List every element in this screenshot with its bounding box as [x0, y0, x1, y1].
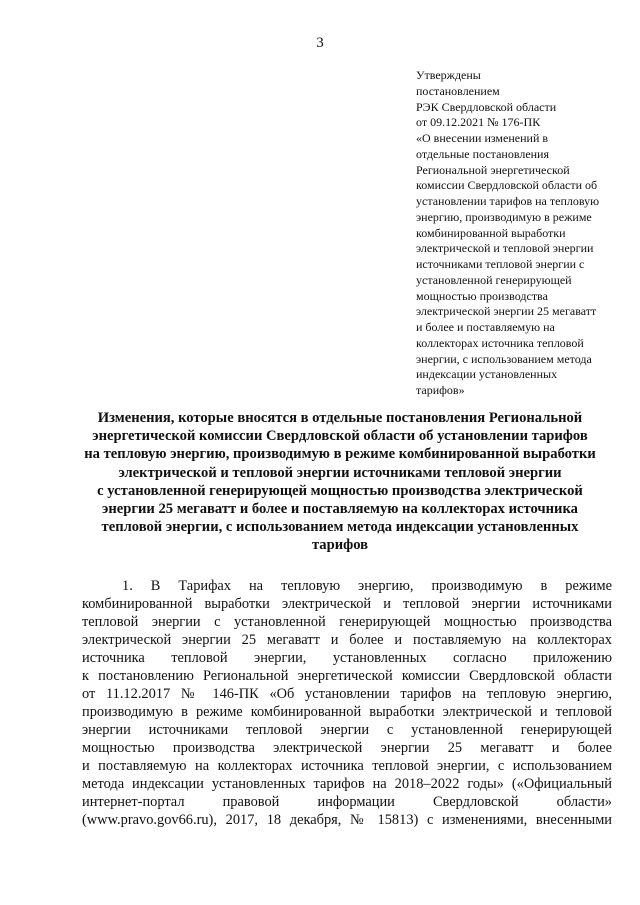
approval-line: «О внесении изменений в — [416, 131, 549, 145]
approval-line: от 09.12.2021 № 176-ПК — [416, 115, 541, 130]
approval-line: Утверждены — [416, 68, 481, 82]
approval-line: электрической энергии 25 мегаватт — [416, 304, 597, 319]
paragraph-1 — [82, 577, 612, 829]
paragraph-line: 1. В Тарифах на тепловую энергию, производимую в режиме — [122, 578, 612, 594]
approval-line: энергии, с использованием метода — [416, 351, 592, 366]
approval-line: и более и поставляемую на — [416, 320, 555, 334]
paragraph-line: мощностью производства электрической энергии 25 мегаватт и более — [82, 740, 612, 756]
title-line: электрической и тепловой энергии источниками тепловой энергии — [118, 464, 562, 481]
title-line: Изменения, которые вносятся в отдельные постановления Региональной — [97, 410, 583, 426]
approval-line: РЭК Свердловской области — [416, 99, 557, 114]
paragraph-line: метода индексации установленных тарифов на 2018–2022 годы» («Официальный — [82, 776, 612, 792]
approval-line: комиссии Свердловской области об — [416, 178, 598, 193]
paragraph-line: (www.pravo.gov66.ru), 2017, 18 декабря, № 15813) с изменениями, внесенными — [82, 812, 612, 828]
approval-line: индексации установленных — [416, 367, 558, 382]
paragraph-line: тепловой энергии с установленной генерирующей мощностью производства — [82, 614, 612, 630]
title-line: с установленной генерирующей мощностью производства электрической — [97, 482, 583, 499]
approval-line: отдельные постановления — [416, 146, 550, 161]
document-title — [70, 409, 610, 555]
title-line: тепловой энергии, с использованием метода индексации установленных — [101, 519, 579, 536]
approval-line: мощностью производства — [416, 288, 548, 303]
paragraph-line: от 11.12.2017 № 146-ПК «Об установлении тарифов на тепловую энергию, — [82, 686, 612, 702]
paragraph-line: комбинированной выработки электрической и тепловой энергии источниками — [82, 596, 612, 612]
approval-block — [416, 68, 630, 399]
approval-line: Региональной энергетической — [416, 162, 570, 177]
page-number: 3 — [316, 35, 324, 51]
paragraph-line: электрической энергии 25 мегаватт и более и поставляемую на коллекторах — [82, 632, 612, 648]
paragraph-line: к постановлению Региональной энергетической комиссии Свердловской области — [82, 668, 612, 684]
paragraph-line: и поставляемую на коллекторах источника тепловой энергии, с использованием — [82, 758, 612, 774]
approval-line: установленной генерирующей — [416, 272, 572, 287]
approval-line: электрической и тепловой энергии — [416, 241, 594, 256]
approval-line: установлении тарифов на тепловую — [416, 194, 600, 208]
paragraph-line: энергии источниками тепловой энергии с установленной генерирующей — [82, 722, 612, 738]
title-line: тарифов — [311, 537, 369, 554]
approval-line: тарифов» — [416, 383, 465, 397]
paragraph-line: источника тепловой энергии, установленных согласно приложению — [82, 650, 612, 666]
approval-line: постановлением — [416, 83, 500, 98]
title-line: энергетической комиссии Свердловской области об установлении тарифов — [92, 428, 588, 445]
paragraph-line: производимую в режиме комбинированной выработки электрической и тепловой — [82, 704, 612, 720]
approval-line: энергию, производимую в режиме — [416, 209, 592, 224]
approval-line: источниками тепловой энергии с — [416, 257, 585, 271]
paragraph-line: интернет-портал правовой информации Свердловской области» — [82, 794, 612, 810]
approval-line: коллекторах источника тепловой — [416, 335, 584, 350]
title-line: на тепловую энергию, производимую в режиме комбинированной выработки — [84, 446, 596, 463]
title-line: энергии 25 мегаватт и более и поставляемую на коллекторах источника — [102, 501, 578, 518]
approval-line: комбинированной выработки — [416, 225, 566, 240]
